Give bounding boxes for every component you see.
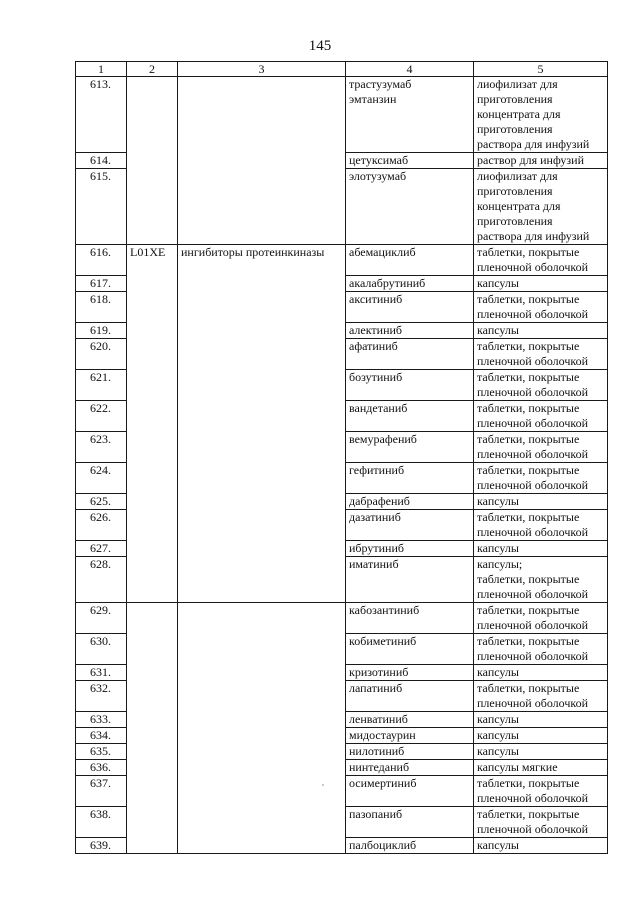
table-row [76, 603, 608, 634]
atc-code [127, 603, 178, 854]
table-body [76, 62, 608, 854]
drug-name: палбоциклиб [346, 838, 474, 854]
row-number: 627. [76, 541, 127, 557]
dosage-form: капсулы [474, 712, 608, 728]
row-number: 615. [76, 169, 127, 245]
row-number: 622. [76, 401, 127, 432]
drug-group [178, 603, 346, 854]
drug-name: иматиниб [346, 557, 474, 603]
row-number: 623. [76, 432, 127, 463]
drug-name: дазатиниб [346, 510, 474, 541]
column-header-1: 1 [76, 62, 127, 77]
dosage-form: таблетки, покрытые пленочной оболочкой [474, 401, 608, 432]
column-number-header-row [76, 62, 608, 77]
dosage-form: таблетки, покрытые пленочной оболочкой [474, 807, 608, 838]
dosage-form: таблетки, покрытые пленочной оболочкой [474, 370, 608, 401]
row-number: 633. [76, 712, 127, 728]
drug-name: дабрафениб [346, 494, 474, 510]
drug-name: нинтеданиб [346, 760, 474, 776]
dosage-form: капсулы [474, 744, 608, 760]
dosage-form: капсулы [474, 494, 608, 510]
row-number: 620. [76, 339, 127, 370]
drug-name: нилотиниб [346, 744, 474, 760]
column-header-3: 3 [178, 62, 346, 77]
dosage-form: таблетки, покрытые пленочной оболочкой [474, 510, 608, 541]
dosage-form: капсулы мягкие [474, 760, 608, 776]
drug-name: вемурафениб [346, 432, 474, 463]
table-row [76, 245, 608, 276]
dosage-form: капсулы [474, 323, 608, 339]
row-number: 614. [76, 153, 127, 169]
drug-name: кризотиниб [346, 665, 474, 681]
row-number: 638. [76, 807, 127, 838]
dosage-form: таблетки, покрытые пленочной оболочкой [474, 339, 608, 370]
drug-name: алектиниб [346, 323, 474, 339]
page-number: 145 [308, 38, 332, 54]
drug-name: кобиметиниб [346, 634, 474, 665]
drug-name: ибрутиниб [346, 541, 474, 557]
drug-name: бозутиниб [346, 370, 474, 401]
row-number: 632. [76, 681, 127, 712]
dosage-form: раствор для инфузий [474, 153, 608, 169]
drug-name: акалабрутиниб [346, 276, 474, 292]
drug-name: вандетаниб [346, 401, 474, 432]
drug-name: афатиниб [346, 339, 474, 370]
dosage-form: таблетки, покрытые пленочной оболочкой [474, 603, 608, 634]
column-header-5: 5 [474, 62, 608, 77]
dosage-form: таблетки, покрытые пленочной оболочкой [474, 245, 608, 276]
drug-name: абемациклиб [346, 245, 474, 276]
dosage-form: лиофилизат для приготовления концентрата для приготовления раствора для инфузий [474, 169, 608, 245]
row-number: 625. [76, 494, 127, 510]
row-number: 619. [76, 323, 127, 339]
row-number: 628. [76, 557, 127, 603]
column-header-2: 2 [127, 62, 178, 77]
row-number: 613. [76, 77, 127, 153]
drug-name: мидостаурин [346, 728, 474, 744]
row-number: 635. [76, 744, 127, 760]
atc-code: L01XE [127, 245, 178, 603]
drug-name: элотузумаб [346, 169, 474, 245]
row-number: 618. [76, 292, 127, 323]
drug-name: осимертиниб [346, 776, 474, 807]
drug-name: лапатиниб [346, 681, 474, 712]
row-number: 634. [76, 728, 127, 744]
dosage-form: капсулы [474, 728, 608, 744]
row-number: 616. [76, 245, 127, 276]
row-number: 637. [76, 776, 127, 807]
row-number: 626. [76, 510, 127, 541]
drug-group [178, 77, 346, 245]
drug-name: цетуксимаб [346, 153, 474, 169]
drug-name: кабозантиниб [346, 603, 474, 634]
atc-code [127, 77, 178, 245]
drug-name: акситиниб [346, 292, 474, 323]
dosage-form: капсулы; таблетки, покрытые пленочной оболочкой [474, 557, 608, 603]
dosage-form: таблетки, покрытые пленочной оболочкой [474, 681, 608, 712]
drug-name: гефитиниб [346, 463, 474, 494]
dosage-form: капсулы [474, 541, 608, 557]
row-number: 624. [76, 463, 127, 494]
dosage-form: капсулы [474, 665, 608, 681]
dosage-form: лиофилизат для приготовления концентрата для приготовления раствора для инфузий [474, 77, 608, 153]
row-number: 639. [76, 838, 127, 854]
dosage-form: капсулы [474, 838, 608, 854]
row-number: 617. [76, 276, 127, 292]
medication-table [75, 61, 608, 854]
dosage-form: таблетки, покрытые пленочной оболочкой [474, 432, 608, 463]
drug-group: ингибиторы протеинкиназы [178, 245, 346, 603]
column-header-4: 4 [346, 62, 474, 77]
row-number: 629. [76, 603, 127, 634]
row-number: 636. [76, 760, 127, 776]
dosage-form: таблетки, покрытые пленочной оболочкой [474, 776, 608, 807]
drug-name: пазопаниб [346, 807, 474, 838]
row-number: 630. [76, 634, 127, 665]
dosage-form: капсулы [474, 276, 608, 292]
table-row [76, 77, 608, 153]
scan-speck [322, 784, 324, 786]
dosage-form: таблетки, покрытые пленочной оболочкой [474, 463, 608, 494]
drug-name: трастузумаб эмтанзин [346, 77, 474, 153]
dosage-form: таблетки, покрытые пленочной оболочкой [474, 292, 608, 323]
row-number: 631. [76, 665, 127, 681]
dosage-form: таблетки, покрытые пленочной оболочкой [474, 634, 608, 665]
drug-name: ленватиниб [346, 712, 474, 728]
row-number: 621. [76, 370, 127, 401]
